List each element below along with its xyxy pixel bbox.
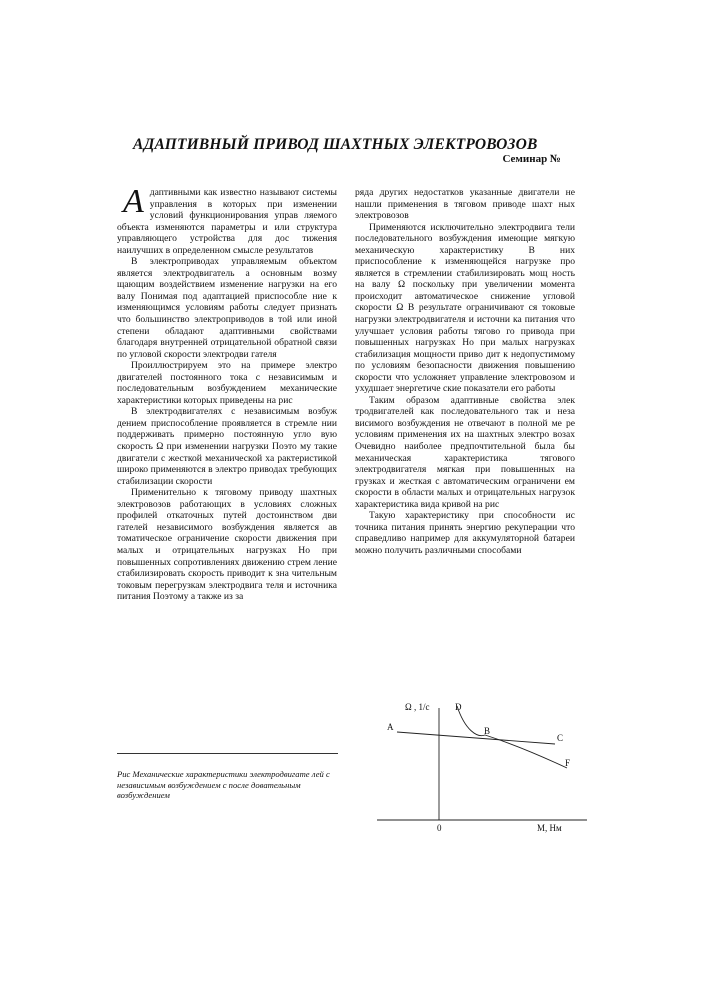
article-title: АДАПТИВНЫЙ ПРИВОД ШАХТНЫХ ЭЛЕКТРОВОЗОВ: [133, 136, 538, 153]
point-label-d: D: [455, 702, 462, 712]
caption-label: Рис: [117, 769, 131, 779]
left-column: [117, 183, 337, 603]
paragraph: Такую характеристику при способности ис точника питания принять энергию рекуперации что справедливо например для аккумуляторной батареи можно получить различными способами: [355, 510, 575, 556]
characteristics-plot: [377, 700, 591, 850]
paragraph: ряда других недостатков указанные двигатели не нашли применения в тяговом приводе шахт ных электровозов: [355, 187, 575, 222]
point-label-c: C: [557, 733, 564, 743]
curve-DF: [457, 706, 567, 768]
right-column: [355, 187, 575, 557]
origin-label: 0: [437, 823, 442, 833]
point-label-a: A: [387, 722, 394, 732]
caption-text: Механические характеристики электродвигате лей с независимым возбуждением с после довательным возбуждением: [117, 769, 330, 800]
paragraph: Проиллюстрируем это на примере электро двигателей постоянного тока с независимым и последовательным возбуждением механические характеристики которых приведены на рис: [117, 360, 337, 406]
paragraph-text: даптивными как известно называют системы управления в которых при изменении условий функционирования управ ляемого объекта изменяются параметры и или структура управляющего устройства для дос тижения наилучших в определенном смысле результатов: [117, 187, 337, 256]
point-label-b: B: [484, 726, 491, 736]
x-axis-label: M, Нм: [537, 823, 562, 833]
paragraph: В электродвигателях с независимым возбуж дением приспособление проявляется в стремле нии поддерживать примерно постоянную угло вую скорость Ω при изменении нагрузки Поэто му такие двигатели с жесткой механической ха рактеристикой широко применяются в электро приводах требующих стабилизации скорости: [117, 406, 337, 487]
seminar-label: Семинар №: [502, 153, 561, 165]
paragraph: [117, 183, 337, 256]
mechanical-characteristics-figure: [377, 700, 591, 850]
paragraph: Таким образом адаптивные свойства элек тродвигателей как последовательного так и неза висимого возбуждения не отвечают в полной ме ре условиям применения их на шахтных электро возах Очевидно наиболее предпочтительной была бы механическая характеристика тягового электродвигателя мягкая при повышенных на грузках и жесткая с автоматическим ограничени ем скорости в области малых и отрицательных нагрузок характеристика вида кривой на рис: [355, 394, 575, 510]
figure-caption: [117, 769, 338, 801]
caption-divider: [117, 753, 338, 754]
paragraph: В электроприводах управляемым объектом является электродвигатель а основным возму щающим воздействием изменение нагрузки на его валу Понимая под адаптацией приспособле ние к изменяющимся условиям работы следует признать что большинство электроприводов в той или иной степени обладают адаптивными свойствами благодаря внутренней отрицательной обратной связи по угловой скорости электродви гателя: [117, 256, 337, 360]
paragraph: Применяются исключительно электродвига тели последовательного возбуждения имеющие мягкую механическую характеристику В них приспособление к изменяющейся нагрузке про является в стремлении стабилизировать мощ ность на валу Ω поскольку при увеличении момента происходит автоматическое снижение угловой скорости Ω В результате ограничивают ся токовые нагрузки электродвигателя и источни ка питания что улучшает условия работы тягово го привода при повышенных нагрузках Но при малых нагрузках стабилизация мощности приво дит к недопустимому по условиям безопасности движения повышению скорости что усложняет управление электровозом и ухудшает энергетиче ские показатели его работы: [355, 221, 575, 395]
paragraph: Применительно к тяговому приводу шахтных электровозов работающих в условиях сложных профилей откаточных путей достоинством дви гателей независимого возбуждения является ав томатическое ограничение скорости движения при малых и отрицательных нагрузках Но при повышенных сопротивлениях движению стрем ление стабилизировать скорость приводит к зна чительным токовым перегрузкам электродвига теля и источника питания Поэтому а также из за: [117, 487, 337, 603]
y-axis-label: Ω , 1/c: [405, 702, 430, 712]
drop-cap: А: [123, 183, 144, 220]
point-label-f: F: [565, 758, 571, 768]
